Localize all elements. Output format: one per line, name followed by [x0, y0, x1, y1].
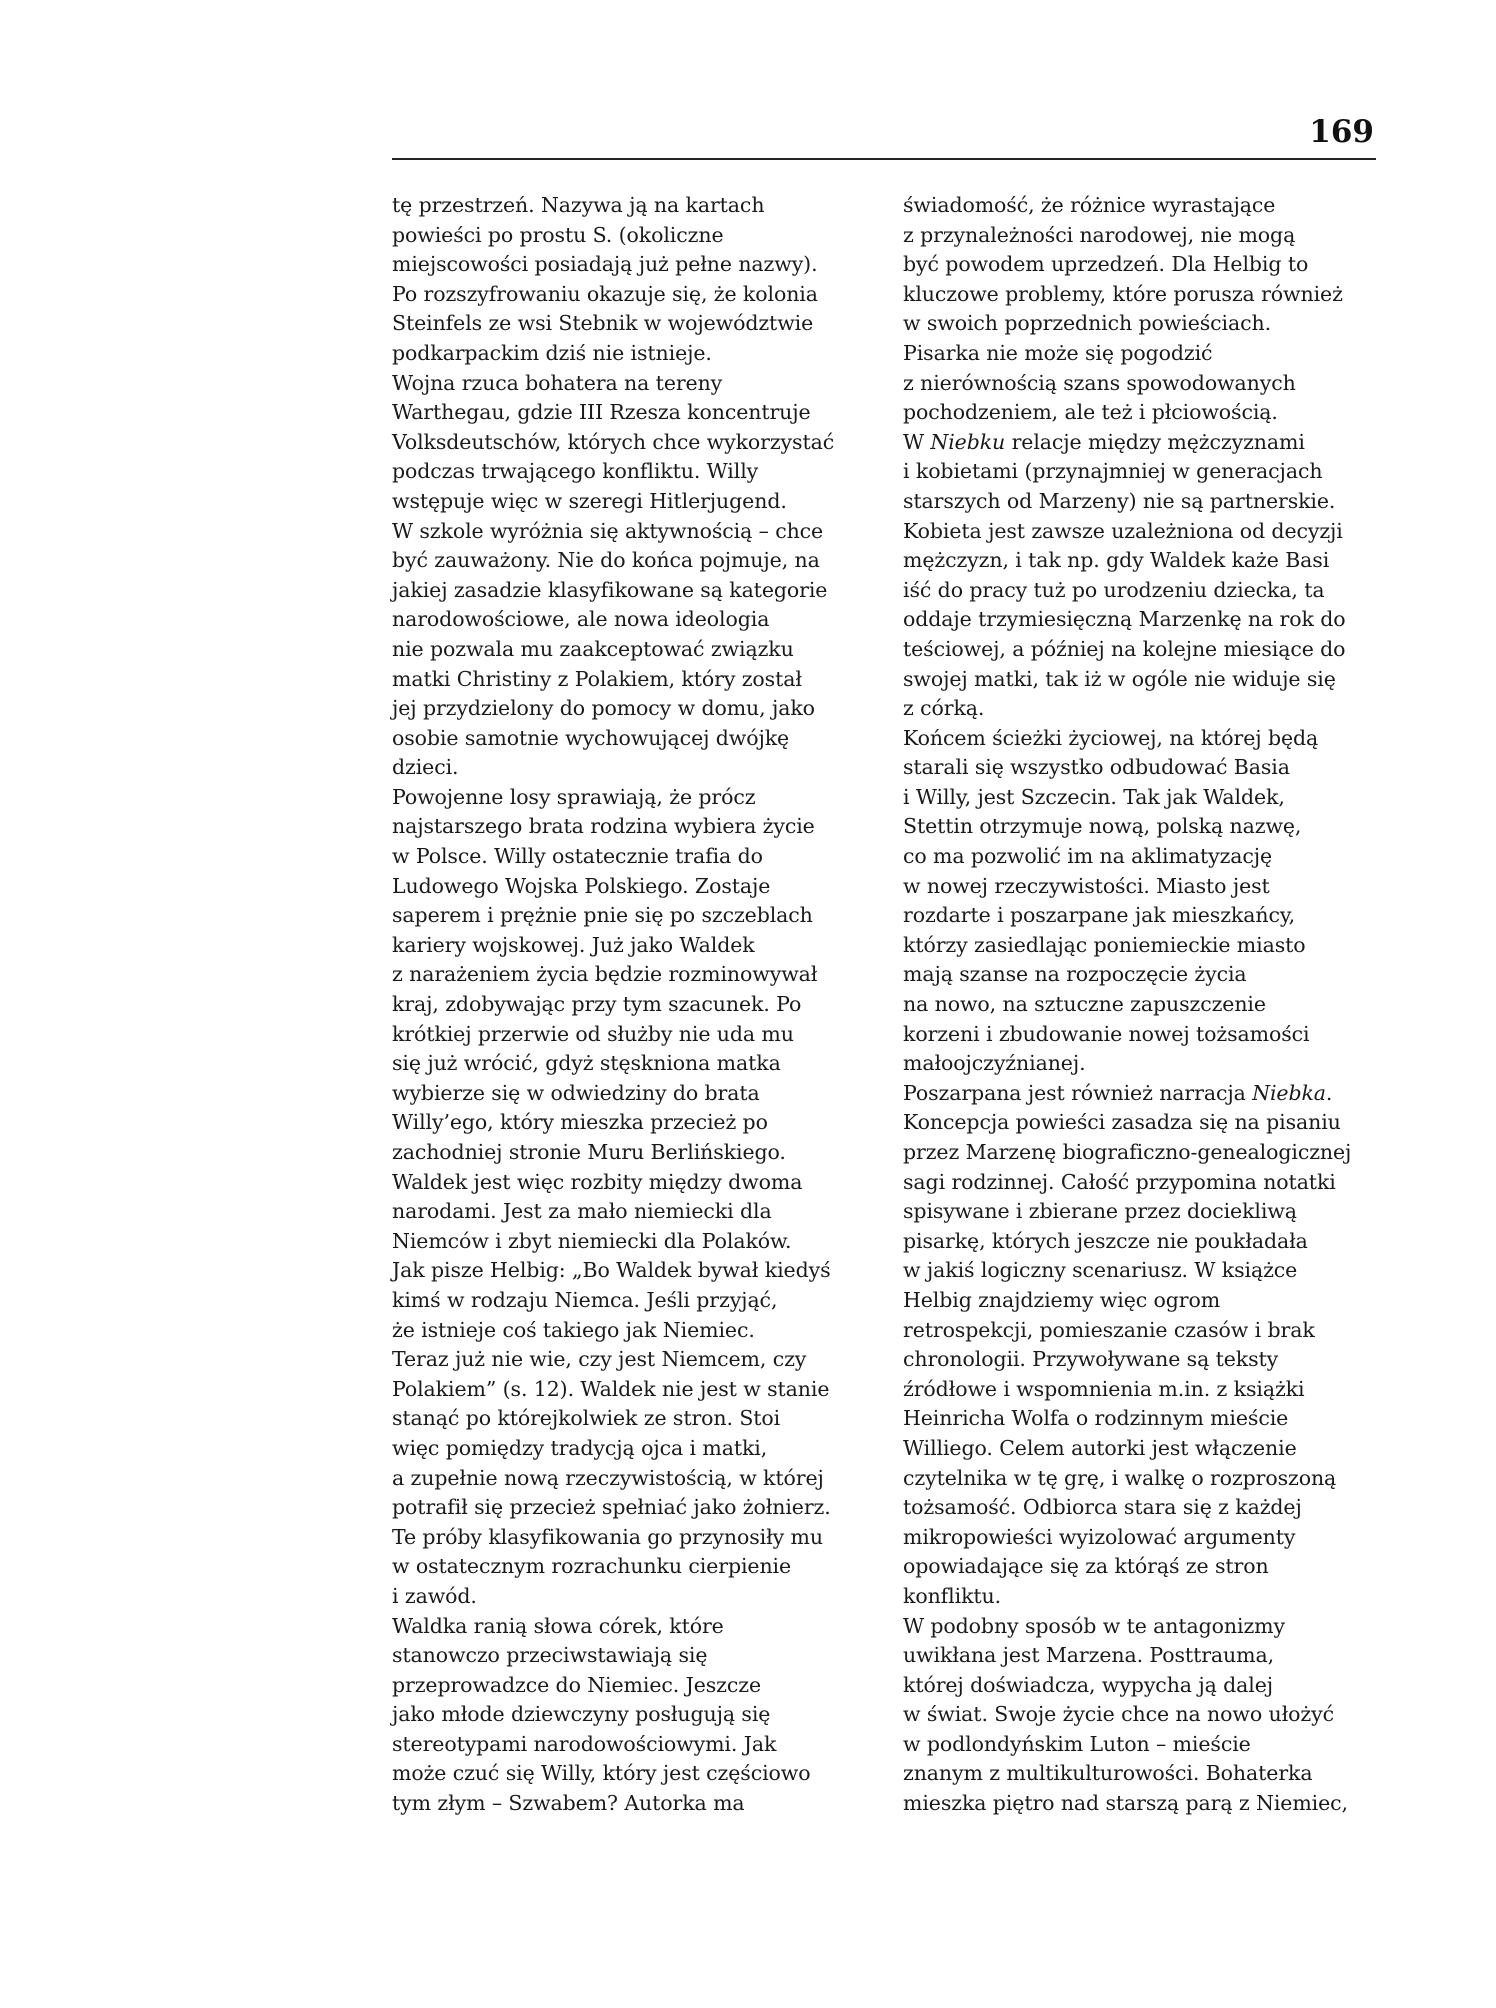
- text-line: Waldek jest więc rozbity między dwoma: [392, 1169, 803, 1194]
- text-line: co ma pozwolić im na aklimatyzację: [903, 844, 1273, 869]
- text-line: z narażeniem życia będzie rozminowywał: [392, 962, 818, 987]
- text-line: Williego. Celem autorki jest włączenie: [903, 1435, 1297, 1460]
- text-line: na nowo, na sztuczne zapuszczenie: [903, 992, 1266, 1017]
- text-line: oddaje trzymiesięczną Marzenkę na rok do: [903, 607, 1346, 632]
- text-line: mieszka piętro nad starszą parą z Niemiec,: [903, 1791, 1348, 1816]
- text-line: podczas trwającego konfliktu. Willy: [392, 459, 759, 484]
- text-line: dzieci.: [392, 755, 459, 780]
- text-line: Po rozszyfrowaniu okazuje się, że kolonia: [392, 281, 818, 306]
- text-line: Warthegau, gdzie III Rzesza koncentruje: [392, 400, 811, 425]
- text-line: wstępuje więc w szeregi Hitlerjugend.: [392, 488, 787, 513]
- text-line: być powodem uprzedzeń. Dla Helbig to: [903, 252, 1309, 277]
- text-line: Końcem ścieżki życiowej, na której będą: [903, 725, 1319, 750]
- text-line: i kobietami (przynajmniej w generacjach: [903, 459, 1323, 484]
- text-line: kariery wojskowej. Już jako Waldek: [392, 932, 755, 957]
- left-text-column: [392, 191, 882, 1819]
- page-number: 169: [1309, 114, 1374, 150]
- text-line: najstarszego brata rodzina wybiera życie: [392, 814, 815, 839]
- text-line: Powojenne losy sprawiają, że prócz: [392, 784, 756, 809]
- text-line: tę przestrzeń. Nazywa ją na kartach: [392, 193, 765, 217]
- text-line: z nierównością szans spowodowanych: [903, 370, 1296, 395]
- text-line: Poszarpana jest również narracja Niebka.: [903, 1080, 1333, 1105]
- text-line: iść do pracy tuż po urodzeniu dziecka, ta: [903, 577, 1325, 602]
- text-line: pochodzeniem, ale też i płciowością.: [903, 400, 1278, 425]
- text-line: Te próby klasyfikowania go przynosiły mu: [392, 1524, 823, 1549]
- text-line: Helbig znajdziemy więc ogrom: [903, 1287, 1221, 1312]
- text-line: przez Marzenę biograficzno-genealogicznej: [903, 1140, 1352, 1164]
- text-line: w jakiś logiczny scenariusz. W książce: [903, 1258, 1298, 1283]
- text-line: konfliktu.: [903, 1583, 1002, 1608]
- text-line: narodami. Jest za mało niemiecki dla: [392, 1199, 772, 1224]
- text-line: Pisarka nie może się pogodzić: [903, 340, 1213, 365]
- text-line: Kobieta jest zawsze uzależniona od decyzji: [903, 518, 1343, 543]
- book-title-italic: Niebka: [1252, 1080, 1326, 1105]
- text-line: Stettin otrzymuje nową, polską nazwę,: [903, 814, 1302, 839]
- text-line: starszych od Marzeny) nie są partnerskie.: [903, 488, 1336, 513]
- text-line: małoojczyźnianej.: [903, 1051, 1086, 1076]
- text-line: sagi rodzinnej. Całość przypomina notatki: [903, 1169, 1336, 1194]
- text-line: Volksdeutschów, których chce wykorzystać: [392, 429, 835, 454]
- text-line: jej przydzielony do pomocy w domu, jako: [392, 696, 815, 721]
- text-line: Willy’ego, który mieszka przecież po: [392, 1110, 768, 1135]
- text-line: osobie samotnie wychowującej dwójkę: [392, 725, 790, 750]
- text-line: Jak pisze Helbig: „Bo Waldek bywał kiedyś: [392, 1258, 831, 1283]
- text-line: pisarkę, których jeszcze nie poukładała: [903, 1228, 1308, 1253]
- text-line: i zawód.: [392, 1583, 477, 1608]
- text-line: stanąć po którejkolwiek ze stron. Stoi: [392, 1406, 781, 1431]
- text-line: może czuć się Willy, który jest częściowo: [392, 1761, 811, 1786]
- text-line: retrospekcji, pomieszanie czasów i brak: [903, 1317, 1315, 1342]
- text-line: znanym z multikulturowości. Bohaterka: [903, 1761, 1313, 1786]
- text-line: krótkiej przerwie od służby nie uda mu: [392, 1021, 794, 1046]
- text-line: podkarpackim dziś nie istnieje.: [392, 340, 712, 365]
- text-line: narodowościowe, ale nowa ideologia: [392, 607, 770, 632]
- text-line: jako młode dziewczyny posługują się: [392, 1702, 771, 1727]
- text-line: Polakiem” (s. 12). Waldek nie jest w stanie: [392, 1376, 830, 1401]
- text-line: spisywane i zbierane przez dociekliwą: [903, 1199, 1297, 1224]
- text-line: matki Christiny z Polakiem, który został: [392, 666, 802, 691]
- text-line: stanowczo przeciwstawiają się: [392, 1643, 708, 1668]
- text-line: być zauważony. Nie do końca pojmuje, na: [392, 548, 820, 573]
- text-line: kraj, zdobywając przy tym szacunek. Po: [392, 992, 802, 1017]
- text-line: w ostatecznym rozrachunku cierpienie: [392, 1554, 792, 1579]
- text-line: Wojna rzuca bohatera na tereny: [392, 370, 723, 395]
- header-rule: [392, 158, 1376, 160]
- text-line: z przynależności narodowej, nie mogą: [903, 222, 1296, 247]
- text-line: którzy zasiedlając poniemieckie miasto: [903, 932, 1306, 957]
- text-line: Heinricha Wolfa o rodzinnym mieście: [903, 1406, 1289, 1431]
- text-line: Niemców i zbyt niemiecki dla Polaków.: [392, 1228, 792, 1253]
- right-text-column: [903, 191, 1393, 1819]
- text-line: kluczowe problemy, które porusza również: [903, 281, 1343, 306]
- book-title-italic: Niebku: [930, 429, 1006, 454]
- text-line: Ludowego Wojska Polskiego. Zostaje: [392, 873, 771, 898]
- text-line: się już wrócić, gdyż stęskniona matka: [392, 1051, 781, 1076]
- text-line: jakiej zasadzie klasyfikowane są kategorie: [392, 577, 828, 602]
- text-line: mikropowieści wyizolować argumenty: [903, 1524, 1296, 1549]
- text-line: starali się wszystko odbudować Basia: [903, 755, 1290, 780]
- text-line: w świat. Swoje życie chce na nowo ułożyć: [903, 1702, 1334, 1727]
- text-line: chronologii. Przywoływane są teksty: [903, 1347, 1279, 1372]
- text-line: Teraz już nie wie, czy jest Niemcem, czy: [392, 1347, 807, 1372]
- text-line: przeprowadzce do Niemiec. Jeszcze: [392, 1672, 761, 1697]
- text-line: że istnieje coś takiego jak Niemiec.: [392, 1317, 755, 1342]
- text-line: w swoich poprzednich powieściach.: [903, 311, 1272, 336]
- text-line: nie pozwala mu zaakceptować związku: [392, 636, 794, 661]
- text-line: której doświadcza, wypycha ją dalej: [903, 1672, 1274, 1697]
- text-line: teściowej, a później na kolejne miesiące do: [903, 636, 1346, 661]
- text-line: uwikłana jest Marzena. Posttrauma,: [903, 1643, 1275, 1668]
- text-line: w nowej rzeczywistości. Miasto jest: [903, 873, 1270, 898]
- text-line: i Willy, jest Szczecin. Tak jak Waldek,: [903, 784, 1285, 809]
- text-line: czytelnika w tę grę, i walkę o rozproszoną: [903, 1465, 1337, 1490]
- text-line: miejscowości posiadają już pełne nazwy).: [392, 252, 818, 277]
- text-line: tym złym – Szwabem? Autorka ma: [392, 1791, 745, 1816]
- text-line: świadomość, że różnice wyrastające: [903, 193, 1276, 217]
- text-line: tożsamość. Odbiorca stara się z każdej: [903, 1495, 1302, 1520]
- text-line: w Polsce. Willy ostatecznie trafia do: [392, 844, 763, 869]
- text-line: kimś w rodzaju Niemca. Jeśli przyjąć,: [392, 1287, 778, 1312]
- text-line: mają szanse na rozpoczęcie życia: [903, 962, 1247, 987]
- text-line: W szkole wyróżnia się aktywnością – chce: [392, 518, 824, 543]
- text-line: Koncepcja powieści zasadza się na pisaniu: [903, 1110, 1341, 1135]
- text-line: Steinfels ze wsi Stebnik w województwie: [392, 311, 814, 336]
- text-line: więc pomiędzy tradycją ojca i matki,: [392, 1435, 768, 1460]
- text-line: stereotypami narodowościowymi. Jak: [392, 1731, 777, 1756]
- text-line: Waldka ranią słowa córek, które: [392, 1613, 724, 1638]
- text-line: swojej matki, tak iż w ogóle nie widuje się: [903, 666, 1336, 691]
- text-line: w podlondyńskim Luton – mieście: [903, 1731, 1251, 1756]
- text-line: rozdarte i poszarpane jak mieszkańcy,: [903, 903, 1296, 928]
- text-line: mężczyzn, i tak np. gdy Waldek każe Basi: [903, 548, 1330, 573]
- text-line: W Niebku relacje między mężczyznami: [903, 429, 1305, 454]
- text-line: wybierze się w odwiedziny do brata: [392, 1080, 760, 1105]
- text-line: a zupełnie nową rzeczywistością, w której: [392, 1465, 824, 1490]
- text-line: saperem i prężnie pnie się po szczeblach: [392, 903, 813, 928]
- text-line: powieści po prostu S. (okoliczne: [392, 222, 724, 247]
- text-line: W podobny sposób w te antagonizmy: [903, 1613, 1286, 1638]
- text-line: z córką.: [903, 696, 985, 721]
- text-line: korzeni i zbudowanie nowej tożsamości: [903, 1021, 1310, 1046]
- text-line: zachodniej stronie Muru Berlińskiego.: [392, 1140, 786, 1164]
- text-line: potrafił się przecież spełniać jako żołnierz.: [392, 1495, 831, 1520]
- text-line: opowiadające się za którąś ze stron: [903, 1554, 1269, 1579]
- text-line: źródłowe i wspomnienia m.in. z książki: [903, 1376, 1305, 1401]
